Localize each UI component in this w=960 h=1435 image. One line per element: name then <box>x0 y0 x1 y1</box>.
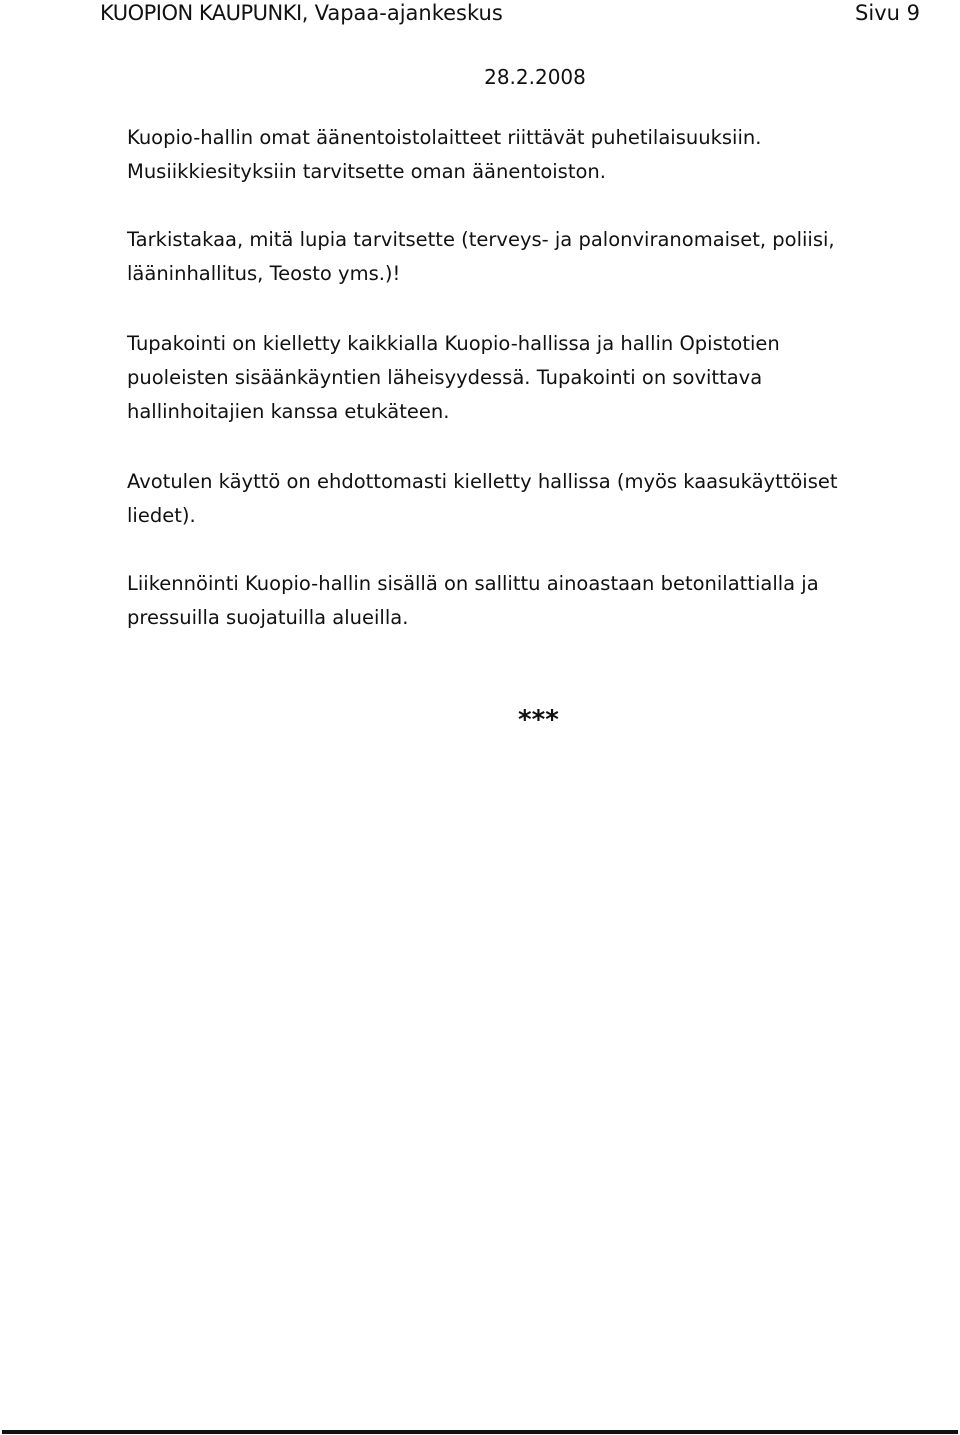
text-line: Liikennöinti Kuopio-hallin sisällä on sallittu ainoastaan betonilattialla ja <box>127 572 819 595</box>
header-title <box>100 0 503 26</box>
page-number: Sivu 9 <box>855 1 920 25</box>
paragraph-traffic <box>127 567 819 635</box>
text-line: liedet). <box>127 504 196 527</box>
text-line: hallinhoitajien kanssa etukäteen. <box>127 400 450 423</box>
paragraph-sound <box>127 121 761 189</box>
text-line: puoleisten sisäänkäyntien läheisyydessä. Tupakointi on sovittava <box>127 366 763 389</box>
section-separator: *** <box>518 705 559 735</box>
document-date: 28.2.2008 <box>484 65 586 89</box>
header-dept: Vapaa-ajankeskus <box>314 1 503 25</box>
text-line: Tarkistakaa, mitä lupia tarvitsette (terveys- ja palonviranomaiset, poliisi, <box>127 228 835 251</box>
text-line: lääninhallitus, Teosto yms.)! <box>127 262 401 285</box>
header-org: KUOPION KAUPUNKI, <box>100 1 308 25</box>
text-line: Kuopio-hallin omat äänentoistolaitteet riittävät puhetilaisuuksiin. <box>127 126 762 149</box>
text-line: Avotulen käyttö on ehdottomasti kielletty hallissa (myös kaasukäyttöiset <box>127 470 838 493</box>
footer-rule <box>2 1430 958 1434</box>
paragraph-open-fire <box>127 465 838 533</box>
text-line: pressuilla suojatuilla alueilla. <box>127 606 409 629</box>
text-line: Tupakointi on kielletty kaikkialla Kuopio-hallissa ja hallin Opistotien <box>127 332 780 355</box>
paragraph-permits <box>127 223 835 291</box>
text-line: Musiikkiesityksiin tarvitsette oman äänentoiston. <box>127 160 606 183</box>
paragraph-smoking <box>127 327 780 429</box>
